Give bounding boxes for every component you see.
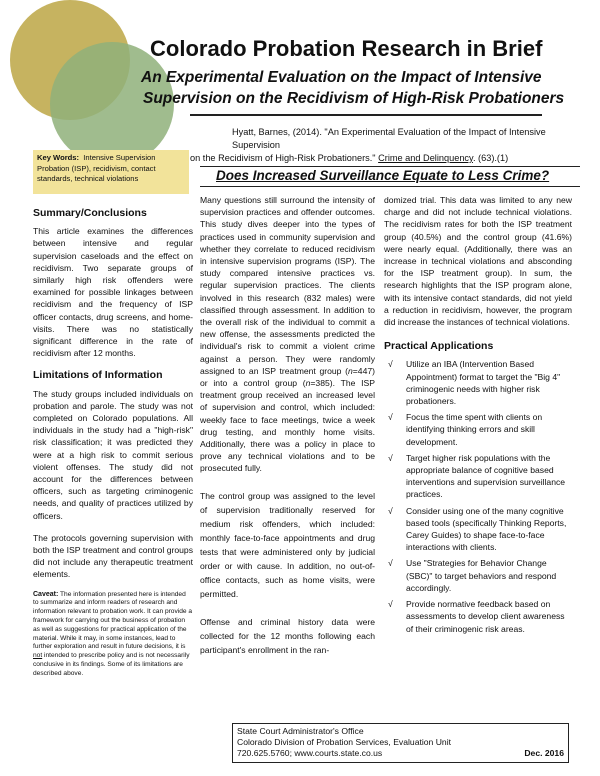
subtitle-line-1: An Experimental Evaluation on the Impact of Intensive (141, 69, 542, 86)
citation-line-2: on the Recidivism of High-Risk Probationers." (190, 153, 376, 163)
left-column (33, 207, 193, 679)
question-top-rule (200, 166, 580, 167)
citation-line-1: Hyatt, Barnes, (2014). "An Experimental Evaluation of the Impact of Intensive Supervision (232, 127, 546, 150)
n-symbol-1: n (348, 365, 353, 376)
footer-office: State Court Administrator's Office (237, 726, 364, 736)
caveat-not: not (33, 652, 43, 660)
citation-journal: Crime and Delinquency (378, 153, 473, 163)
footer-box (232, 723, 569, 763)
footer-division: Colorado Division of Probation Services, Evaluation Unit (237, 737, 451, 747)
caveat-label: Caveat: (33, 590, 59, 598)
body-p1-a: Many questions still surround the intensity of supervision practices and offender outcomes. This study dives deeper into the types of practices used in community supervision and whether they correlate to reduced recidivism in intensive supervision programs (ISP). The study compared intensive practices vs. regular supervision practices. The clients involved in this research (832 males) were classified through assessment. In addition to the overall risk of the individual to commit a new offense, the assessments predicted the individual's risk to commit a violent crime against a person. They were randomly assigned to an ISP treatment group ( (200, 195, 375, 376)
practical-item-text: Provide normative feedback based on assessments to develop client awareness of their criminogenic risk areas. (406, 599, 565, 634)
practical-item (384, 505, 572, 554)
body-paragraph-4: domized trial. This data was limited to any new charge and did not include technical violations. The recidivism rates for both the ISP treatment group (40.5%) and the control group (41.6%) were nearly equal. (Additionally, there was an increase in technical violations and absconding for the ISP treatment group). In sum, the research highlights that the ISP program alone, with its intensive contact standards, did not yield a reduction in recidivism, however, the program did increase the instances of technical violations. (384, 195, 572, 328)
summary-text: This article examines the differences between intensive and regular supervision caseloads and the effect on recidivism. Two separate groups of similarly high risk offenders were examined for possible linkages between recidivism and the frequency of ISP officer contacts, drug screens, and home-visits. There was no statistically significant difference in the rate of recidivism after 12 months. (33, 226, 193, 359)
subtitle-line-2: Supervision on the Recidivism of High-Risk Probationers (143, 90, 565, 107)
caveat-text-a: The information presented here is intended to summarize and inform readers of research and information relevant to probation work. It can provide a framework for carrying out the business of probation as well as suggestions for practical application of the material. While it may, in some instances, lead to further exploration and result in future decisions, it is (33, 590, 193, 651)
question-heading: Does Increased Surveillance Equate to Less Crime? (216, 168, 550, 183)
practical-item (384, 411, 572, 448)
body-paragraph-2: The control group was assigned to the level of supervision traditionally reserved for medium risk offenders, which included: monthly face-to-face appointments and drug tests that were administered only by judicial order or with cause. In addition, no out-of-office contacts, such as home visits, were permitted. (200, 490, 375, 599)
practical-item-text: Target higher risk populations with the appropriate balance of cognitive based interventions and supervision surveillance practices. (406, 452, 566, 500)
citation-volume: . (63).(1) (472, 153, 509, 163)
n-symbol-2: n (305, 378, 311, 389)
caveat (33, 591, 193, 679)
check-icon: √ (388, 359, 393, 370)
body-paragraph-1 (200, 194, 375, 475)
practical-applications-list (384, 358, 572, 634)
middle-column (200, 194, 375, 665)
practical-item (384, 452, 572, 501)
limitations-paragraph-1: The study groups included individuals on probation and parole. The study was not completed on Colorado populations. All individuals in the study had a "high-risk" risk classification; it was predicted they were at a high risk to commit serious violent offenses. The study did not account for the differences between officers, such as targeting criminogenic needs, and quality of practices utilized by officers. (33, 388, 193, 521)
header-divider (190, 114, 542, 116)
body-paragraph-3: Offense and criminal history data were collected for the 12 months following each participant's enrollment in the ran- (200, 616, 375, 655)
practical-item (384, 598, 572, 635)
footer-date: Dec. 2016 (524, 748, 564, 758)
keywords-label: Key Words: (37, 153, 80, 162)
check-icon: √ (388, 599, 393, 610)
body-p1-b: =447) or into a control group ( (200, 365, 375, 389)
practical-item-text: Use "Strategies for Behavior Change (SBC)" to target behaviors and respond accordingly. (406, 558, 557, 593)
check-icon: √ (388, 412, 393, 423)
citation (190, 126, 572, 165)
page-title: Colorado Probation Research in Brief (150, 36, 543, 61)
check-icon: √ (388, 558, 393, 569)
practical-item-text: Consider using one of the many cognitive based tools (specifically Thinking Reports, Carey Guides) to shape face-to-face interactions with clients. (406, 505, 567, 553)
practical-item (384, 358, 572, 407)
caveat-text-b: intended to prescribe policy and is not necessarily conclusive in its findings. Some of its limitations are described above. (33, 652, 190, 677)
practical-item-text: Focus the time spent with clients on identifying thinking errors and skill development. (406, 412, 543, 447)
check-icon: √ (388, 452, 393, 463)
practical-applications-heading: Practical Applications (384, 340, 494, 353)
body-p1-c: =385). The ISP treatment group received an increased level of supervision and control, which included: weekly face to face meetings, twice a week drug testing, and monthly home visits. Additionally, there was a policy in place to prove any technical violations and to be prosecuted fully. (200, 378, 375, 474)
footer-contact: 720.625.5760; www.courts.state.co.us (237, 748, 383, 758)
limitations-paragraph-2: The protocols governing supervision with both the ISP treatment and control groups did not include any therapeutic treatment elements. (33, 532, 193, 580)
practical-item (384, 557, 572, 594)
practical-item-text: Utilize an IBA (Intervention Based Appointment) format to target the "Big 4" criminogenic needs with higher risk probationers. (406, 359, 561, 407)
question-bottom-rule (200, 186, 580, 187)
summary-heading: Summary/Conclusions (33, 207, 147, 219)
right-column (384, 194, 572, 639)
limitations-heading: Limitations of Information (33, 369, 163, 382)
keywords-text: Intensive Supervision Probation (ISP), recidivism, contact standards, technical violations (37, 153, 156, 183)
keywords-box (33, 150, 189, 194)
check-icon: √ (388, 505, 393, 516)
